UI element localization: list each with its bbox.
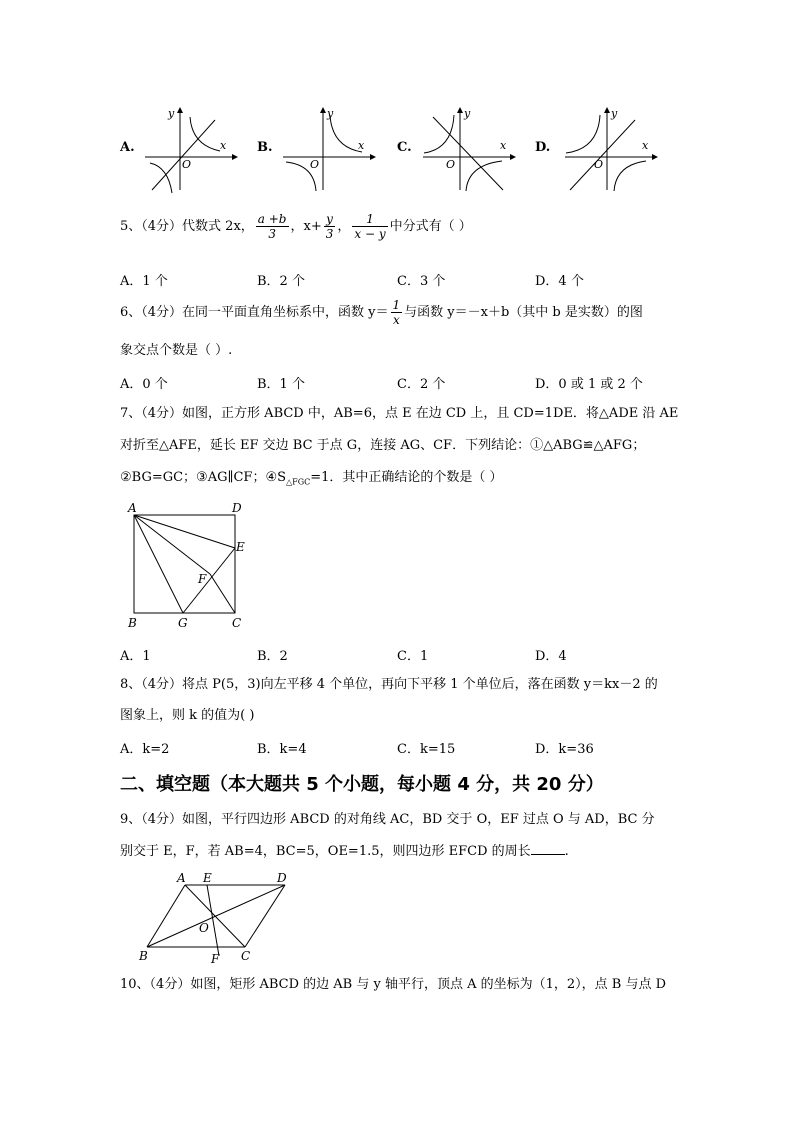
q6-option-d[interactable]: D．0 或 1 或 2 个	[535, 377, 643, 392]
q4b-axis-y: y	[327, 107, 334, 120]
q4d-origin: O	[594, 158, 604, 171]
q7-option-d[interactable]: D．4	[535, 649, 567, 664]
q4-graph-b	[278, 105, 378, 195]
q7-label-d: D	[232, 501, 242, 515]
q4-option-c-label: C.	[397, 140, 412, 155]
q4-option-b-label: B.	[257, 140, 273, 155]
q5-mid: ，x+	[290, 219, 322, 234]
q5-option-c[interactable]: C．3 个	[397, 274, 446, 289]
q8-option-b[interactable]: B．k=4	[257, 742, 307, 757]
q4-graph-d	[560, 105, 660, 195]
q6-option-b[interactable]: B．1 个	[257, 377, 305, 392]
q9-parallelogram-figure	[135, 870, 295, 965]
q4b-axis-x: x	[358, 139, 365, 152]
q7-stem-line1: 7、（4分）如图，正方形 ABCD 中，AB=6，点 E 在边 CD 上，且 CD=1DE．将△ADE 沿 AE	[120, 406, 679, 421]
q7-square-figure	[120, 498, 260, 633]
q9-answer-blank[interactable]	[531, 854, 565, 855]
q9-stem-line1: 9、（4分）如图，平行四边形 ABCD 的对角线 AC，BD 交于 O，EF 过点 O 与 AD，BC 分	[120, 812, 655, 827]
q8-option-c[interactable]: C．k=15	[397, 742, 456, 757]
q8-stem-line2: 图象上，则 k 的值为( )	[120, 708, 255, 723]
q4a-origin: O	[182, 158, 192, 171]
q9-stem-line2: 别交于 E，F，若 AB=4，BC=5，OE=1.5，则四边形 EFCD 的周长 .	[120, 844, 569, 859]
section-2-heading: 二、填空题（本大题共 5 个小题，每小题 4 分，共 20 分）	[120, 774, 604, 795]
q9-label-d: D	[277, 871, 287, 885]
q9-label-f: F	[211, 952, 220, 965]
q4a-axis-y: y	[168, 107, 175, 120]
q6-option-a[interactable]: A．0 个	[120, 377, 168, 392]
q9-label-a: A	[177, 871, 186, 885]
q4c-origin: O	[446, 158, 456, 171]
q8-option-d[interactable]: D．k=36	[535, 742, 594, 757]
q5-suffix: 中分式有（ ）	[389, 219, 472, 234]
q8-stem-line1: 8、（4分）将点 P(5，3)向左平移 4 个单位，再向下平移 1 个单位后，落在函数 y＝kx－2 的	[120, 677, 658, 692]
q4d-axis-x: x	[642, 139, 649, 152]
q9-label-o: O	[199, 921, 209, 935]
q4d-axis-y: y	[611, 107, 618, 120]
q6-option-c[interactable]: C．2 个	[397, 377, 446, 392]
q5-option-d[interactable]: D．4 个	[535, 274, 584, 289]
q6-fraction: $\frac{1}{x}$	[392, 298, 401, 327]
q5-prefix: 5、（4分）代数式 2x，	[120, 219, 254, 234]
q4a-axis-x: x	[220, 139, 227, 152]
q8-option-a[interactable]: A．k=2	[120, 742, 170, 757]
q6-suffix: 与函数 y＝－x＋b（其中 b 是实数）的图	[404, 305, 643, 320]
q7-option-a[interactable]: A．1	[120, 649, 151, 664]
q5-stem	[120, 212, 472, 241]
q7-stem-line3: ②BG=GC；③AG∥CF；$④S_{\triangle FGC}=1$．其中正确结论的个数是（ ）	[120, 470, 503, 487]
q4b-origin: O	[310, 158, 320, 171]
q10-stem-line1: 10、（4分）如图，矩形 ABCD 的边 AB 与 y 轴平行，顶点 A 的坐标为（1，2），点 B 与点 D	[120, 977, 667, 992]
q5-fraction-3: $\frac{1}{x - y}$	[354, 212, 386, 241]
q4-graph-a	[140, 105, 240, 195]
q7-label-c: C	[232, 616, 242, 630]
q5-option-b[interactable]: B．2 个	[257, 274, 305, 289]
q4-option-d-label: D.	[535, 140, 551, 155]
q7-label-g: G	[178, 616, 188, 630]
q9-label-e: E	[203, 871, 212, 885]
q9-label-c: C	[241, 949, 251, 963]
q6-prefix: 6、（4分）在同一平面直角坐标系中，函数 y＝	[120, 305, 389, 320]
q4-option-a-label: A.	[120, 140, 135, 155]
q6-stem-line2: 象交点个数是（ ）.	[120, 343, 233, 358]
q7-stem-line2: 对折至△AFE，延长 EF 交边 BC 于点 G，连接 AG、CF．下列结论：①△ABG≌△AFG；	[120, 438, 646, 453]
q7-label-a: A	[128, 501, 137, 515]
q7-option-c[interactable]: C．1	[397, 649, 429, 664]
q7-label-b: B	[128, 616, 137, 630]
q7-label-e: E	[236, 540, 245, 554]
q5-fraction-2: $\frac{y}{3}$	[325, 212, 334, 241]
q7-option-b[interactable]: B．2	[257, 649, 288, 664]
q7-label-f: F	[198, 572, 207, 586]
q9-label-b: B	[139, 949, 148, 963]
q5-comma: ，	[337, 219, 351, 234]
q5-fraction-1: $\frac{a +b}{3}$	[257, 212, 287, 241]
q4c-axis-y: y	[464, 107, 471, 120]
q6-stem-line1	[120, 298, 643, 327]
q4c-axis-x: x	[500, 139, 507, 152]
q4-graph-c	[418, 105, 518, 195]
q5-option-a[interactable]: A．1 个	[120, 274, 168, 289]
